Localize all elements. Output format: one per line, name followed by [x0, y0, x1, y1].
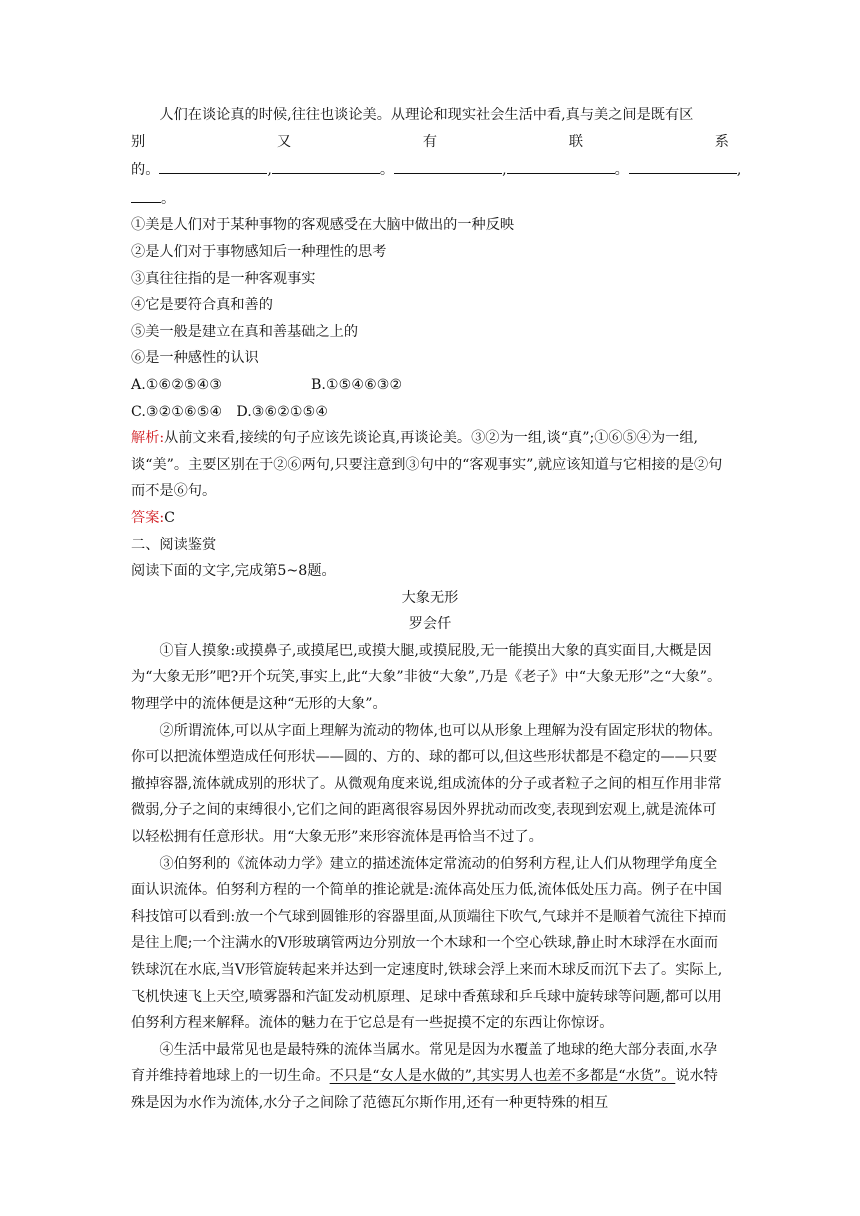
stem-char: 联 — [568, 133, 584, 150]
stem-char: 系 — [714, 133, 729, 150]
answer-blank[interactable] — [394, 155, 502, 174]
q4-item: ⑥是一种感性的认识 — [131, 350, 259, 367]
q4-stem-line1: 人们在谈论真的时候,往往也谈论美。从理论和现实社会生活中看,真与美之间是既有区 — [159, 107, 694, 123]
article-author: 罗会仟 — [408, 616, 452, 633]
answer-label: 答案: — [131, 509, 165, 526]
answer-blank[interactable] — [629, 155, 737, 174]
analysis-text: 从前文来看,接续的句子应该先谈论真,再谈论美。③②为一组,谈“真”;①⑥⑤④为一组,谈“美”。主要区别在于②⑥两句,只要注意到③句中的“客观事实”,就应该知道与它相接的是②句而不是⑥句。 — [131, 430, 723, 500]
underlined-sentence: 不只是“女人是水做的”,其实男人也差不多都是“水货”。 — [329, 1068, 676, 1085]
q4-item: ⑤美一般是建立在真和善基础之上的 — [131, 323, 359, 340]
q4-analysis — [131, 425, 729, 505]
answer-blank[interactable] — [507, 155, 615, 174]
reading-instruction: 阅读下面的文字,完成第5~8题。 — [131, 563, 336, 580]
analysis-label: 解析: — [131, 430, 165, 447]
article-paragraph: ③伯努利的《流体动力学》建立的描述流体定常流动的伯努利方程,让人们从物理学角度全面认识流体。伯努利方程的一个简单的推论就是:流体高处压力低,流体低处压力高。例子在中国科技馆可以看到:放一个气球到圆锥形的容器里面,从顶端往下吹气,气球并不是顺着气流往下掉而是往上爬;一个注满水的V形玻璃管两边分别放一个木球和一个空心铁球,静止时木球浮在水面而铁球沉在水底,当V形管旋转起来并达到一定速度时,铁球会浮上来而木球反而沉下去了。实际上,飞机快速飞上天空,喷雾器和汽缸发动机原理、足球中香蕉球和乒乓球中旋转球等问题,都可以用伯努利方程来解释。流体的魅力在于它总是有一些捉摸不定的东西让你惊讶。 — [131, 855, 727, 1032]
q4-options-ab — [131, 372, 729, 399]
option-a: A.①⑥②⑤④③ — [131, 376, 223, 393]
article-paragraph: ②所谓流体,可以从字面上理解为流动的物体,也可以从形象上理解为没有固定形状的物体。你可以把流体塑造成任何形状——圆的、方的、球的都可以,但这些形状都是不稳定的——只要撤掉容器,流体就成别的形状了。从微观角度来说,组成流体的分子或者粒子之间的相互作用非常微弱,分子之间的束缚很小,它们之间的距离很容易因外界扰动而改变,表现到宏观上,就是流体可以轻松拥有任意形状。用“大象无形”来形容流体是再恰当不过了。 — [131, 722, 722, 846]
stem-char: 又 — [276, 133, 292, 150]
stem-char: 别 — [131, 133, 146, 150]
answer-value: C — [164, 509, 176, 526]
q4-stem-end: 。 — [131, 184, 729, 213]
stem-char: 有 — [422, 133, 438, 150]
q4-stem-blanks: 的。 , 。 , 。 , — [131, 155, 729, 184]
answer-blank[interactable] — [131, 184, 161, 203]
q4-stem-line2 — [131, 129, 729, 156]
answer-blank[interactable] — [159, 155, 267, 174]
article-title: 大象无形 — [401, 589, 459, 606]
q4-item: ③真往往指的是一种客观事实 — [131, 270, 316, 287]
article-paragraph: ①盲人摸象:或摸鼻子,或摸尾巴,或摸大腿,或摸屁股,无一能摸出大象的真实面目,大概是因为“大象无形”吧?开个玩笑,事实上,此“大象”非彼“大象”,乃是《老子》中“大象无形”之“大象”。物理学中的流体便是这种“无形的大象”。 — [131, 642, 722, 713]
section-heading: 二、阅读鉴赏 — [131, 536, 217, 553]
document-page — [131, 102, 742, 1117]
answer-blank[interactable] — [272, 155, 380, 174]
option-b: B.①⑤④⑥③② — [311, 376, 403, 393]
q4-item: ①美是人们对于某种事物的客观感受在大脑中做出的一种反映 — [131, 217, 515, 234]
q4-answer — [131, 505, 729, 532]
q4-options-cd: C.③②①⑥⑤④ D.③⑥②①⑤④ — [131, 403, 329, 420]
article-paragraph: ④生活中最常见也是最特殊的流体当属水。常见是因为水覆盖了地球的绝大部分表面,水孕育并维持着地球上的一切生命。不只是“女人是水做的”,其实男人也差不多都是“水货”。说水特殊是因为水作为流体,水分子之间除了范德瓦尔斯作用,还有一种更特殊的相互 — [131, 1041, 718, 1111]
q4-item: ②是人们对于事物感知后一种理性的思考 — [131, 243, 387, 260]
q4-item: ④它是要符合真和善的 — [131, 297, 273, 314]
